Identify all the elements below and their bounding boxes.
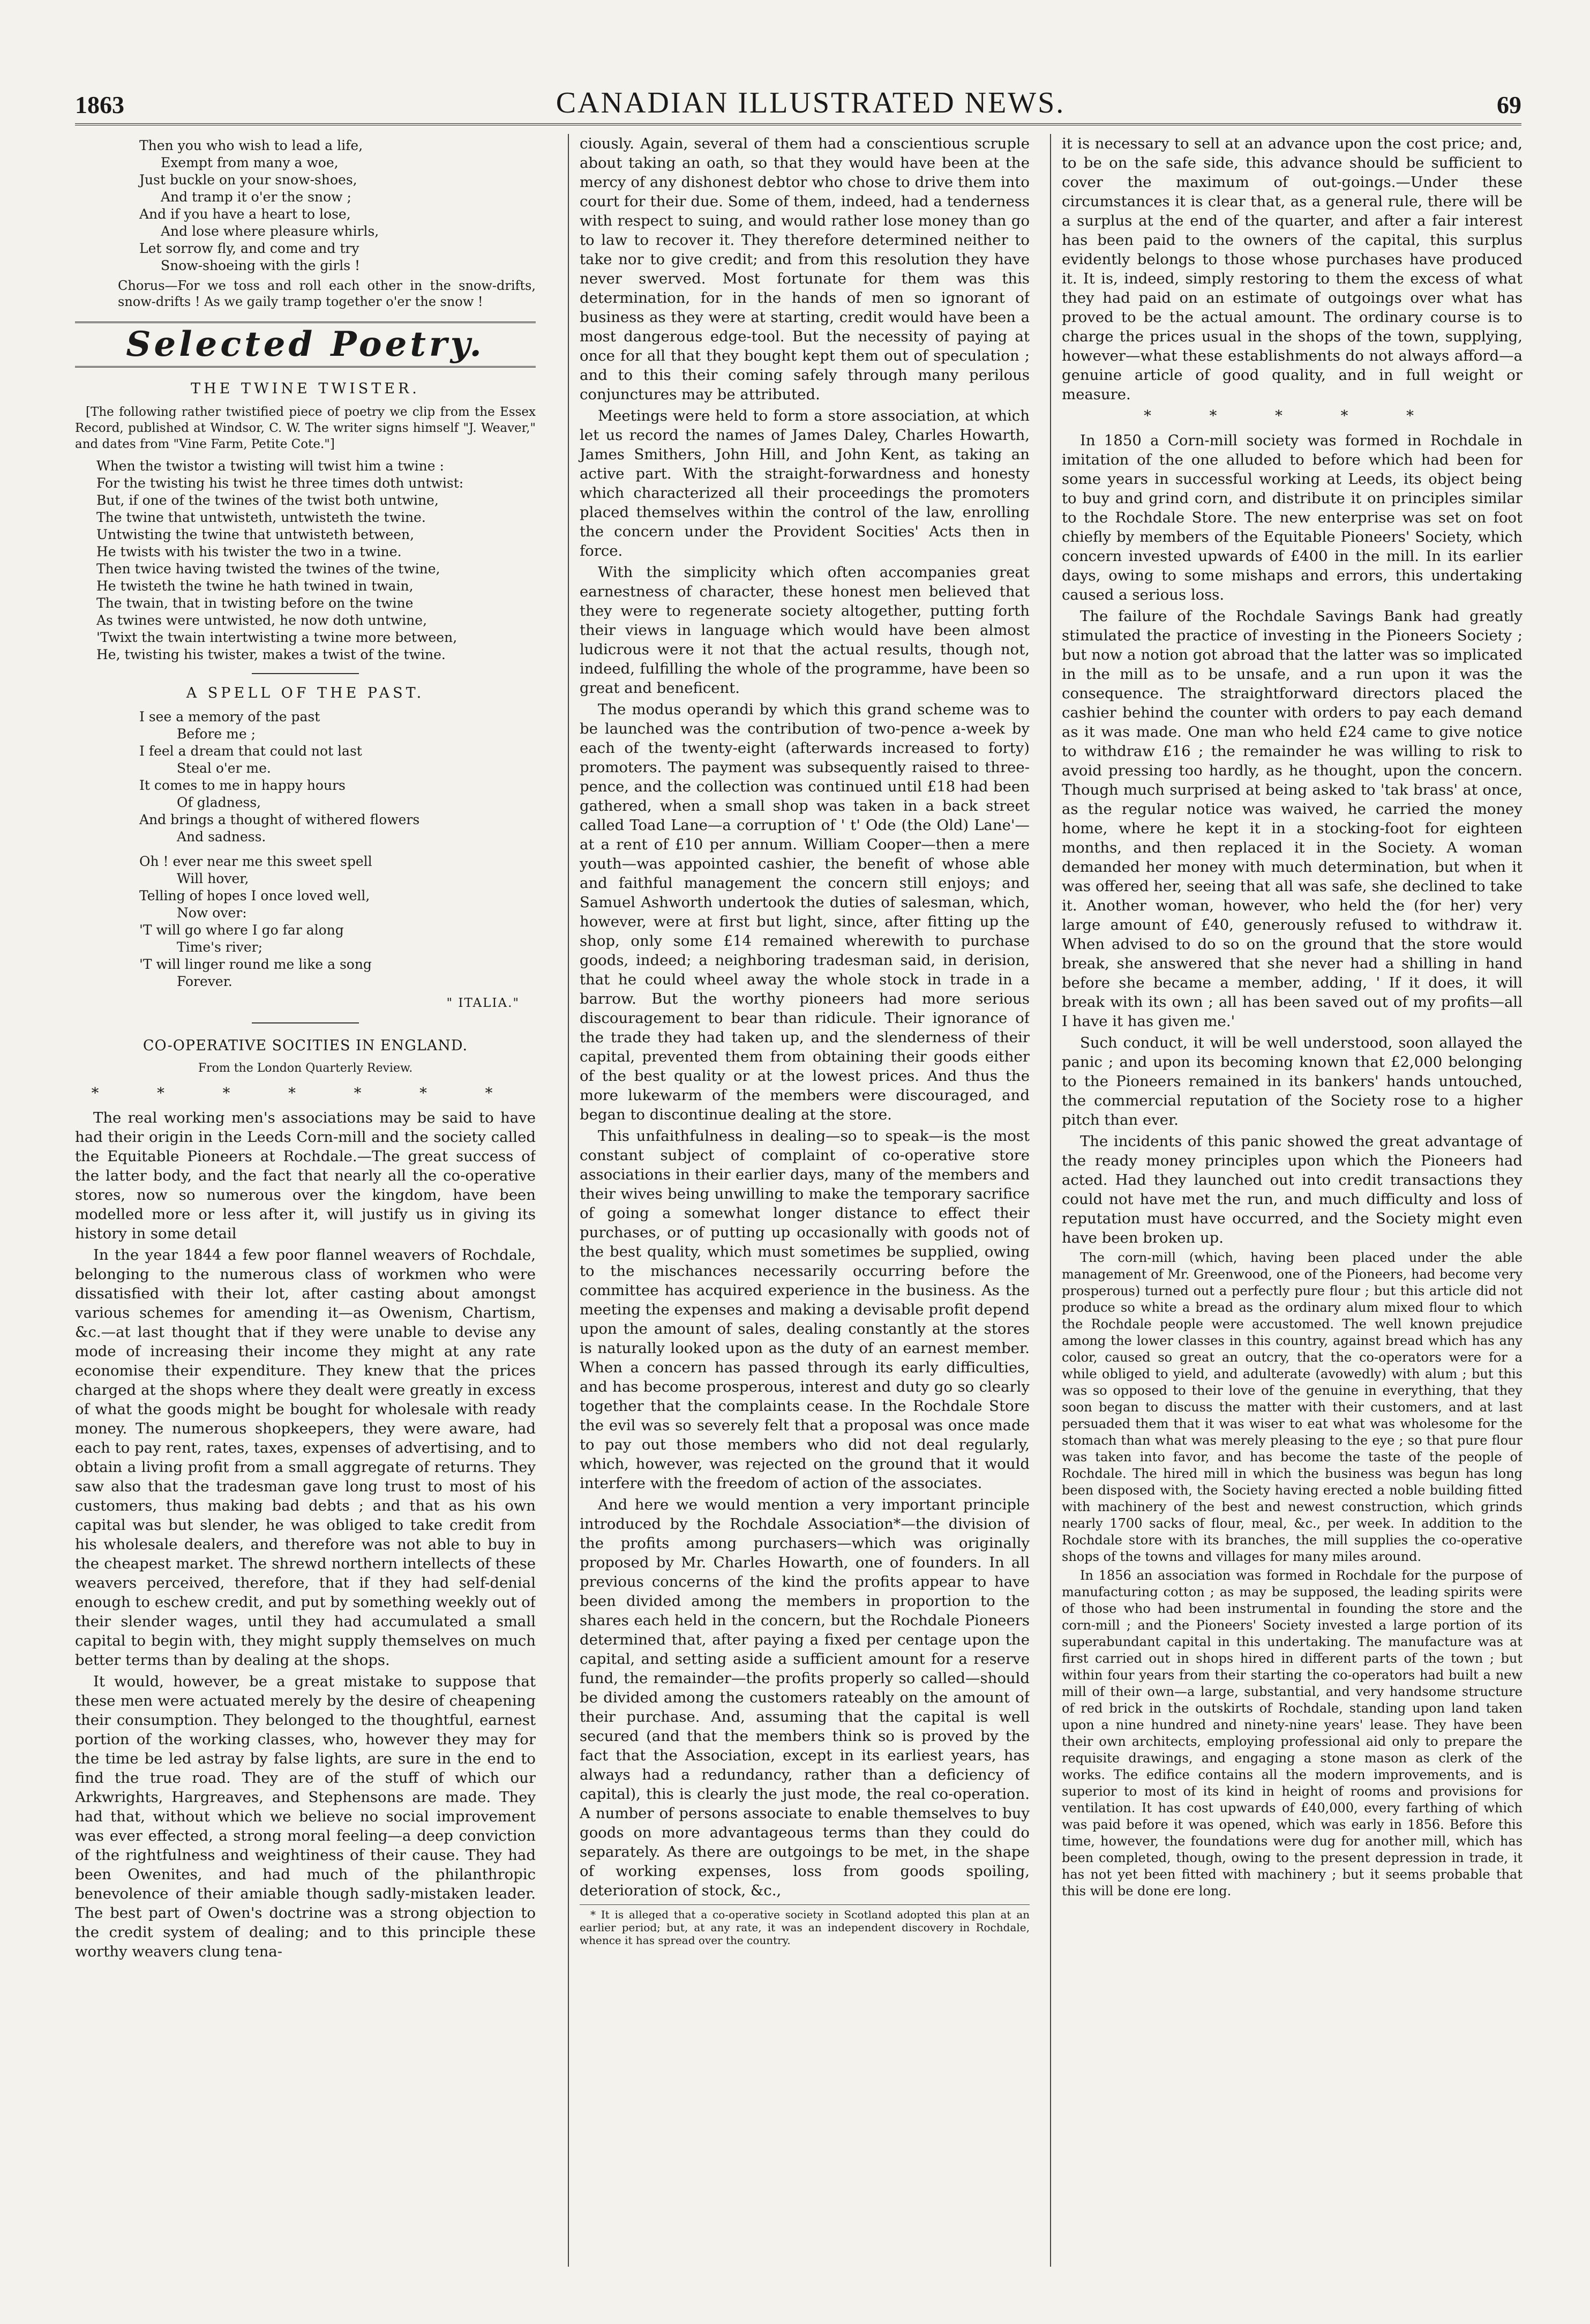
divider xyxy=(252,1022,359,1023)
poem-line: Telling of hopes I once loved well, xyxy=(139,888,370,903)
poem-line: And tramp it o'er the snow ; xyxy=(161,189,351,205)
article-paragraph-small: In 1856 an association was formed in Rochdale for the purpose of manufacturing cotton ; as may be supposed, the leading spirits were of those who had been instrumental in founding the store and the corn-mill ; and the Pioneers' Society invested a large portion of its superabundant capital in this undertaking. The manufacture was at first carried out in shops hired in different parts of the town ; but within four years from their starting the co-operators had built a new mill of their own—a large, substantial, and very handsome structure of red brick in the outskirts of Rochdale, standing upon land taken upon a nine hundred and ninety-nine years' lease. They have been their own architects, employing professional aid only to prepare the requisite drawings, and engaging a stone mason as clerk of the works. The edifice contains all the modern improvements, and is superior to most of its kind in height of rooms and provisions for ventilation. It has cost upwards of £40,000, every farthing of which was paid before it was opened, which was early in 1856. Before this time, however, the foundations were dug for another mill, which has been completed, though, owing to the present depression in trade, it has not yet been fitted with machinery ; but it seems probable that this will be done ere long. xyxy=(1062,1568,1522,1899)
poem-line: I see a memory of the past xyxy=(139,709,320,724)
stanza-break xyxy=(139,846,536,853)
poem-line: Will hover, xyxy=(177,871,249,886)
poem-line: Let sorrow fly, and come and try xyxy=(139,241,359,256)
poem-line: 'Twixt the twain intertwisting a twine more between, xyxy=(96,630,458,645)
poem-line: Then you who wish to lead a life, xyxy=(139,138,363,153)
poem-line: Then twice having twisted the twines of the twine, xyxy=(96,561,440,577)
article-paragraph: It would, however, be a great mistake to suppose that these men were actuated merely by the desire of cheapening their consumption. They belonged to the thoughtful, earnest portion of the working classes, who, however they may for the time be led astray by false lights, are sure in the end to find the true road. They are of the stuff of which our Arkwrights, Hargreaves, and Stephensons are made. They had that, without which we believe no social improvement was ever effected, a strong moral feeling—a deep conviction of the rightfulness and weightiness of their cause. They had been Owenites, and had much of the philanthropic benevolence of their amiable though sadly-mistaken leader. The best part of Owen's doctrine was a strong objection to the credit system of dealing; and to this principle these worthy weavers clung tena- xyxy=(75,1673,536,1960)
poem-line: And brings a thought of withered flowers xyxy=(139,812,420,827)
poem-line: When the twistor a twisting will twist him a twine : xyxy=(96,458,444,474)
article-paragraph: ciously. Again, several of them had a conscientious scruple about taking an oath, so that they would have been at the mercy of any dishonest debtor who chose to drive them into court for their due. Some of them, indeed, had a tenderness with respect to suing, and would rather lose money than go to law to recover it. They therefore determined neither to take nor to give credit; and from this resolution they have never swerved. Most fortunate for them was this determination, for in the hands of men so ignorant of business as they were at starting, credit would have been a most dangerous edge-tool. But the necessity of paying at once for all that they bought kept them out of speculation ; and to this their coming safely through many perilous conjunctures may be attributed. xyxy=(580,135,1030,403)
twine-poem xyxy=(75,458,536,663)
poem-line: Before me ; xyxy=(177,726,256,742)
poem-title: THE TWINE TWISTER. xyxy=(191,380,420,397)
poem-line: Untwisting the twine that untwisteth between, xyxy=(96,527,415,542)
section-title: Selected Poetry. xyxy=(126,324,485,364)
article-paragraph: it is necessary to sell at an advance upon the cost price; and, to be on the safe side, this advance should be sufficient to cover the maximum of out-goings.—Under these circumstances it is clear that, as a general rule, there will be a surplus at the end of the quarter, and after a fair interest has been paid to the owners of the capital, this surplus evidently belongs to those whose purchases have produced it. It is, indeed, simply restoring to them the excess of what they had paid on an estimate of outgoings over what has proved to be the actual amount. The ordinary course is to charge the prices usual in the shops of the town, supplying, however—what these establishments do not always afford—a genuine article of good quality, and in full weight or measure. xyxy=(1062,135,1522,403)
column-2 xyxy=(568,134,1030,2267)
article-paragraph: With the simplicity which often accompanies great earnestness of character, these honest men believed that they were to regenerate society altogether, putting forth their views in language which would have been almost ludicrous were it not that the actual results, though not, indeed, fulfilling the whole of the programme, have been so great and beneficent. xyxy=(580,564,1030,697)
poem-line: And lose where pleasure whirls, xyxy=(161,223,379,239)
poem-line: And sadness. xyxy=(177,829,266,845)
article-paragraph: The real working men's associations may be said to have had their origin in the Leeds Corn-mill and the society called the Equitable Pioneers at Rochdale.—The great success of the latter body, and the fact that nearly all the co-operative stores, now so numerous over the kingdom, have been modelled more or less after it, will justify us in giving its history in some detail xyxy=(75,1109,536,1242)
poem-line: He twists with his twister the two in a twine. xyxy=(96,544,402,559)
poem-line: He twisteth the twine he hath twined in twain, xyxy=(96,578,414,594)
masthead xyxy=(75,75,1521,125)
poem-line: I feel a dream that could not last xyxy=(139,743,362,759)
section-divider xyxy=(75,322,536,323)
article-paragraph: The failure of the Rochdale Savings Bank had greatly stimulated the practice of investing in the Pioneers Society ; but now a notion got abroad that the latter was so implicated in the mill as to be unsafe, and a run upon it was the consequence. The straightforward directors placed the cashier behind the counter with orders to pay each demand as it was made. One man who held £24 came to give notice to withdraw £16 ; the remainder he was willing to risk to avoid pressing too hardly, as he thought, upon the concern. Though much surprised at being asked to 'tak brass' at once, as the regular notice was waived, he carried the money home, where he kept it in a stocking-foot for eighteen months, and then replaced it in the Society. A woman demanded her money with much determination, but when it was offered her, seeing that all was safe, she declined to take it. Another woman, however, who held the (for her) very large amount of £40, generously refused to withdraw it. When advised to do so on the ground that the store would break, she answered that she never had a shilling in hand before she became a member, adding, ' If it does, it will break with its own ; all has been saved out of my profits—all I have it has given me.' xyxy=(1062,608,1522,1030)
poem-line: For the twisting his twist he three times doth untwist: xyxy=(96,475,464,491)
poem-line: He, twisting his twister, makes a twist of the twine. xyxy=(96,647,446,662)
article-paragraph: The incidents of this panic showed the great advantage of the ready money principles upon which the Pioneers had acted. Had they launched out into credit transactions they could not have met the run, and much difficulty and loss of reputation must have occurred, and the Society might even have been broken up. xyxy=(1062,1133,1522,1246)
poem-line: Forever. xyxy=(177,974,232,989)
poem-line: The twine that untwisteth, untwisteth the twine. xyxy=(96,510,426,525)
article-paragraph: In 1850 a Corn-mill society was formed in Rochdale in imitation of the one alluded to before which had been for some years in successful working at Leeds, its object being to buy and grind corn, and distribute it on principles similar to the Rochdale Store. The new enterprise was set on foot chiefly by members of the Equitable Pioneers' Society, which concern invested upwards of £400 in the mill. In its earlier days, owing to some mishaps and errors, this undertaking caused a serious loss. xyxy=(1062,432,1522,603)
poem-line: It comes to me in happy hours xyxy=(139,778,346,793)
poem-line: 'T will go where I go far along xyxy=(139,922,344,938)
footnote: * It is alleged that a co-operative society in Scotland adopted this plan at an earlier period; but, at any rate, it was an independent discovery in Rochdale, whence it has spread over the country. xyxy=(580,1904,1030,1947)
article-paragraph: This unfaithfulness in dealing—so to speak—is the most constant subject of complaint of co-operative store associations in their earlier days, many of the members and their wives being unwilling to make the temporary sacrifice of going a somewhat longer distance to effect their purchases, or of putting up occasionally with goods not of the best quality, which must sometimes be supplied, owing to the mischances necessarily occurring before the committee has acquired experience in the business. As the meeting the expenses and making a devisable profit depend upon the amount of sales, dealing constantly at the stores is naturally looked upon as the duty of an earnest member. When a concern has passed through its early difficulties, and has become prosperous, interest and duty go so clearly together that the complaints cease. In the Rochdale Store the evil was so severely felt that a proposal was once made to pay out those members who did not deal regularly, which, however, was rejected on the ground that it would interfere with the freedom of action of the associates. xyxy=(580,1127,1030,1492)
article-paragraph: And here we would mention a very important principle introduced by the Rochdale Association*—the division of the profits among purchasers—which was originally proposed by Mr. Charles Howarth, one of founders. In all previous concerns of the kind the profits appear to have been divided among the members in proportion to the shares each held in the concern, but the Rochdale Pioneers determined that, after paying a fixed per centage upon the capital, and setting aside a sufficient amount for a reserve fund, the remainder—the profits properly so called—should be divided among the customers rateably on the amount of their purchase. And, assuming that the capital is well secured (and that the members think so is proved by the fact that the Association, except in its earliest years, has always had a redundancy, rather than a deficiency of capital), this is clearly the just mode, the real co-operation. A number of persons associate to enable themselves to buy goods on more advantageous terms than they could do separately. As there are outgoings to be met, in the shape of working expenses, loss from goods spoiling, deterioration of stock, &c., xyxy=(580,1496,1030,1899)
article-paragraph: Meetings were held to form a store association, at which let us record the names of James Daley, Charles Howarth, James Smithers, John Hill, and John Kent, as taking an active part. With the straight-forwardness and honesty which characterized all their proceedings the promoters placed themselves within the control of the law, enrolling the concern under the Provident Socities' Acts then in force. xyxy=(580,407,1030,559)
article-paragraph: In the year 1844 a few poor flannel weavers of Rochdale, belonging to the numerous class of workmen who were dissatisfied with their lot, after casting about amongst various schemes for amending it—as Owenism, Chartism, &c.—at last thought that if they were unable to devise any mode of increasing their income they might at any rate economise their expenditure. They knew that the prices charged at the shops where they dealt were greatly in excess of what the goods might be bought for wholesale with ready money. The numerous shopkeepers, they were aware, had each to pay rent, rates, taxes, expenses of advertising, and to obtain a living profit from a small aggregate of returns. They saw also that the tradesman gave long trust to most of his customers, thus making bad debts ; and that as his own capital was but slender, he was obliged to take credit from his wholesale dealers, and therefore was not able to buy in the cheapest market. The shrewd northern intellects of these weavers perceived, therefore, that if they had self-denial enough to eschew credit, and put by something weekly out of their slender wages, until they had accumulated a small capital to begin with, they might supply themselves on much better terms than by dealing at the shops. xyxy=(75,1246,536,1669)
poem-line: Steal o'er me. xyxy=(177,760,271,776)
article-paragraph: Such conduct, it will be well understood, soon allayed the panic ; and upon its becoming known that £2,000 belonging to the Pioneers remained in its bankers' hands untouched, the commercial reputation of the Society rose to a higher pitch than ever. xyxy=(1062,1034,1522,1129)
poem-line: As twines were untwisted, he now doth untwine, xyxy=(96,612,428,628)
spell-poem xyxy=(75,708,536,990)
poem-line: 'T will linger round me like a song xyxy=(139,956,372,972)
poem-line: Just buckle on your snow-shoes, xyxy=(139,172,357,188)
divider xyxy=(252,673,359,674)
article-source: From the London Quarterly Review. xyxy=(198,1062,413,1075)
poem-line: And if you have a heart to lose, xyxy=(139,206,351,222)
poem-signature: " ITALIA." xyxy=(446,996,520,1010)
poem-line: Exempt from many a woe, xyxy=(161,155,339,170)
poem-line: But, if one of the twines of the twist both untwine, xyxy=(96,492,439,508)
poem-line: The twain, that in twisting before on the twine xyxy=(96,595,414,611)
section-divider xyxy=(75,366,536,368)
poem-line: Snow-shoeing with the girls ! xyxy=(161,258,361,273)
issue-year: 1863 xyxy=(75,91,124,118)
poem-title: A SPELL OF THE PAST. xyxy=(186,685,425,701)
snowshoe-poem xyxy=(75,137,536,274)
column-1 xyxy=(75,134,536,2267)
article-title: CO-OPERATIVE SOCITIES IN ENGLAND. xyxy=(142,1037,468,1054)
newspaper-title: CANADIAN ILLUSTRATED NEWS. xyxy=(556,86,1066,119)
article-paragraph-small: The corn-mill (which, having been placed under the able management of Mr. Greenwood, one of the Pioneers, had become very prosperous) turned out a perfectly pure flour ; but this article did not produce so white a bread as the ordinary alum mixed flour to which the Rochdale people were accustomed. The well known prejudice among the lower classes in this country, against bread which has any color, caused so great an outcry, that the co-operators were for a while obliged to yield, and adulterate (avowedly) with alum ; but this was so opposed to their love of the genuine in everything, that they soon began to discuss the matter with their customers, and at last persuaded them that it was wiser to eat what was wholesome for the stomach than what was merely pleasing to the eye ; so that pure flour was taken into favor, and has become the taste of the people of Rochdale. The hired mill in which the business was begun has long been disposed with, the Society having erected a noble building fitted with machinery of the best and newest construction, which grinds nearly 1700 sacks of flour, meal, &c., per week. In addition to the Rochdale store with its branches, the mill supplies the co-operative shops of the towns and villages for many miles around. xyxy=(1062,1250,1522,1564)
poem-line: Oh ! ever near me this sweet spell xyxy=(139,854,372,869)
page-number: 69 xyxy=(1497,91,1521,118)
poem-line: Time's river; xyxy=(177,939,263,955)
article-paragraph: The modus operandi by which this grand scheme was to be launched was the contribution of two-pence a-week by each of the twenty-eight (afterwards increased to forty) promoters. The payment was subsequently raised to three-pence, and the collection was continued until £18 had been gathered, when a small shop was taken in a back street called Toad Lane—a corruption of ' t' Ode (the Old) Lane'—at a rent of £10 per annum. William Cooper—then a mere youth—was appointed cashier, the benefit of whose able and faithful management the concern still enjoys; and Samuel Ashworth undertook the duties of salesman, which, however, were at first but light, since, after fitting up the shop, only some £14 remained wherewith to purchase goods, indeed; a neighboring tradesman said, in derision, that he could wheel away the whole stock in trade in a barrow. But the worthy pioneers had more serious discouragement to bear than ridicule. Their ignorance of the trade they had taken up, and the slenderness of their capital, prevented them from obtaining their goods either of the best quality or at the lowest prices. And thus the more lukewarm of the members were discouraged, and began to discontinue dealing at the store. xyxy=(580,701,1030,1123)
poem-line: Of gladness, xyxy=(177,795,261,810)
poem-note: [The following rather twistified piece of poetry we clip from the Essex Record, published at Windsor, C. W. The writer signs himself "J. Weaver," and dates from "Vine Farm, Petite Cote."] xyxy=(75,405,536,451)
poem-line: Now over: xyxy=(177,905,247,921)
column-3 xyxy=(1050,134,1522,2267)
ornament-stars: * * * * * xyxy=(1144,407,1441,424)
poem-chorus: Chorus—For we toss and roll each other in the snow-drifts, snow-drifts ! As we gaily tramp together o'er the snow ! xyxy=(118,278,536,309)
ornament-stars: * * * * * * * xyxy=(91,1085,520,1102)
